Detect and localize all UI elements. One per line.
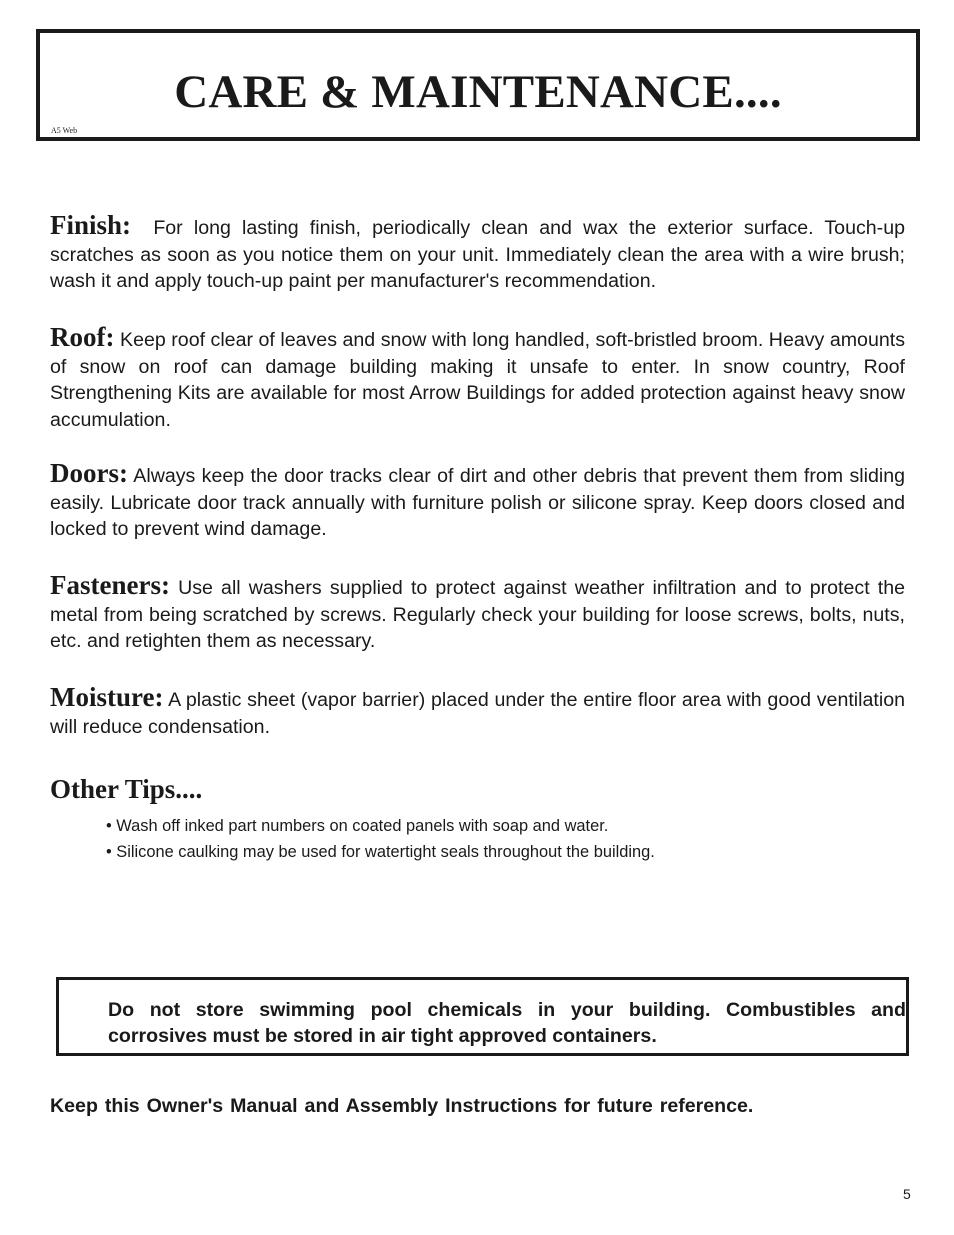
section-body-fasteners: Use all washers supplied to protect against weather infiltration and to protect the metal from being scratched by screws. Regularly check your building for loose screws, bolts, nuts, etc. and retighten them as necessary. [50, 577, 905, 652]
section-heading-finish: Finish: [50, 210, 132, 240]
title-box [36, 29, 920, 141]
section-heading-fasteners: Fasteners: [50, 570, 170, 600]
tip-item: • Wash off inked part numbers on coated panels with soap and water. [106, 817, 609, 835]
section-body-roof: Keep roof clear of leaves and snow with long handled, soft-bristled broom. Heavy amounts of snow on roof can damage building making it unsafe to enter. In snow country, Roof Strengthening Kits are available for most Arrow Buildings for added protection against heavy snow accumulation. [50, 329, 905, 431]
section-doors [50, 460, 905, 543]
section-heading-moisture: Moisture: [50, 682, 164, 712]
reference-code: A5 Web [51, 126, 78, 135]
warning-text: Do not store swimming pool chemicals in your building. Combustibles and corrosives must be stored in air tight approved containers. [108, 999, 906, 1047]
section-fasteners [50, 572, 905, 655]
tips-list [106, 813, 655, 865]
page-number: 5 [903, 1186, 911, 1202]
section-moisture [50, 684, 905, 740]
keep-manual-note: Keep this Owner's Manual and Assembly Instructions for future reference. [50, 1095, 754, 1117]
section-heading-doors: Doors: [50, 458, 128, 488]
warning-box [56, 977, 909, 1056]
section-body-doors: Always keep the door tracks clear of dirt and other debris that prevent them from sliding easily. Lubricate door track annually with furniture polish or silicone spray. Keep doors closed and locked to prevent wind damage. [50, 465, 905, 540]
section-roof [50, 324, 905, 433]
tips-heading: Other Tips.... [50, 774, 203, 804]
section-body-finish: For long lasting finish, periodically clean and wax the exterior surface. Touch-up scratches as soon as you notice them on your unit. Immediately clean the area with a wire brush; wash it and apply touch-up paint per manufacturer's recommendation. [50, 217, 905, 292]
section-body-moisture: A plastic sheet (vapor barrier) placed under the entire floor area with good ventilation will reduce condensation. [50, 689, 905, 738]
section-finish [50, 212, 905, 295]
page-title: CARE & MAINTENANCE.... [174, 66, 782, 118]
section-heading-roof: Roof: [50, 322, 115, 352]
tip-item: • Silicone caulking may be used for watertight seals throughout the building. [106, 843, 655, 861]
